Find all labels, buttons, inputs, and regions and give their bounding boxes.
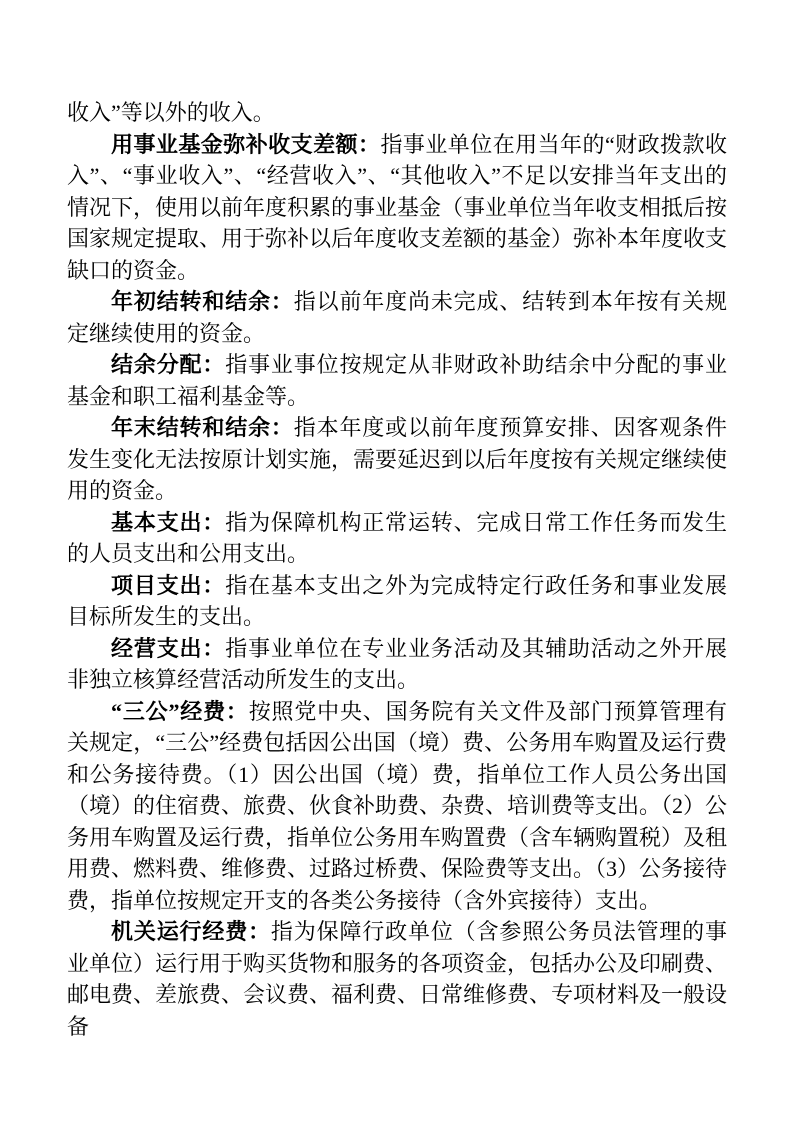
paragraph-definition — [67, 412, 727, 507]
paragraph-definition — [67, 507, 727, 570]
paragraph-text: 收入”等以外的收入。 — [67, 100, 275, 125]
paragraph-term: 基本支出： — [111, 509, 226, 535]
paragraph-text: 指事业单位在用当年的“财政拨款收入”、“事业收入”、“经营收入”、“其他收入”不足以安排当年支出的情况下，使用以前年度积累的事业基金（事业单位当年收支相抵后按国家规定提取、用于弥补以后年度收支差额的基金）弥补本年度收支缺口的资金。 — [67, 131, 728, 283]
document-content — [67, 97, 727, 1042]
paragraph-definition — [67, 349, 727, 412]
paragraph-text: 指本年度或以前年度预算安排、因客观条件发生变化无法按原计划实施，需要延迟到以后年度按有关规定继续使用的资金。 — [67, 415, 728, 503]
paragraph-term: 机关运行经费： — [111, 919, 271, 944]
paragraph-term: 年初结转和结余： — [111, 289, 294, 314]
paragraph-text: 指为保障机构正常运转、完成日常工作任务而发生的人员支出和公用支出。 — [67, 509, 727, 566]
paragraph-text: 指为保障行政单位（含参照公务员法管理的事业单位）运行用于购买货物和服务的各项资金，包括办公及印刷费、邮电费、差旅费、会议费、福利费、日常维修费、专项材料及一般设备 — [67, 919, 728, 1039]
paragraph-text: 指事业单位在专业业务活动及其辅助活动之外开展非独立核算经营活动所发生的支出。 — [67, 635, 727, 692]
paragraph-term: “三公”经费： — [111, 698, 249, 724]
paragraph-definition — [67, 570, 727, 633]
paragraph-term: 用事业基金弥补收支差额： — [111, 131, 381, 157]
paragraph-definition — [67, 286, 727, 349]
paragraph-text: 按照党中央、国务院有关文件及部门预算管理有关规定，“三公”经费包括因公出国（境）费、公务用车购置及运行费和公务接待费。（1）因公出国（境）费，指单位工作人员公务出国（境）的住宿费、旅费、伙食补助费、杂费、培训费等支出。（2）公务用车购置及运行费，指单位公务用车购置费（含车辆购置税）及租用费、燃料费、维修费、过路过桥费、保险费等支出。（3）公务接待费，指单位按规定开支的各类公务接待（含外宾接待）支出。 — [67, 698, 728, 913]
paragraph-definition — [67, 696, 727, 917]
paragraph-text: 指在基本支出之外为完成特定行政任务和事业发展目标所发生的支出。 — [67, 572, 727, 629]
paragraph-definition — [67, 633, 727, 696]
paragraph-term: 结余分配： — [111, 352, 226, 377]
paragraph-term: 经营支出： — [111, 635, 226, 661]
paragraph-term: 项目支出： — [111, 572, 226, 598]
paragraph-text: 指事业事位按规定从非财政补助结余中分配的事业基金和职工福利基金等。 — [67, 352, 727, 409]
paragraph-definition — [67, 129, 727, 287]
paragraph-continuation — [67, 97, 727, 129]
paragraph-definition — [67, 916, 727, 1042]
paragraph-term: 年末结转和结余： — [111, 415, 294, 440]
paragraph-text: 指以前年度尚未完成、结转到本年按有关规定继续使用的资金。 — [67, 289, 727, 346]
